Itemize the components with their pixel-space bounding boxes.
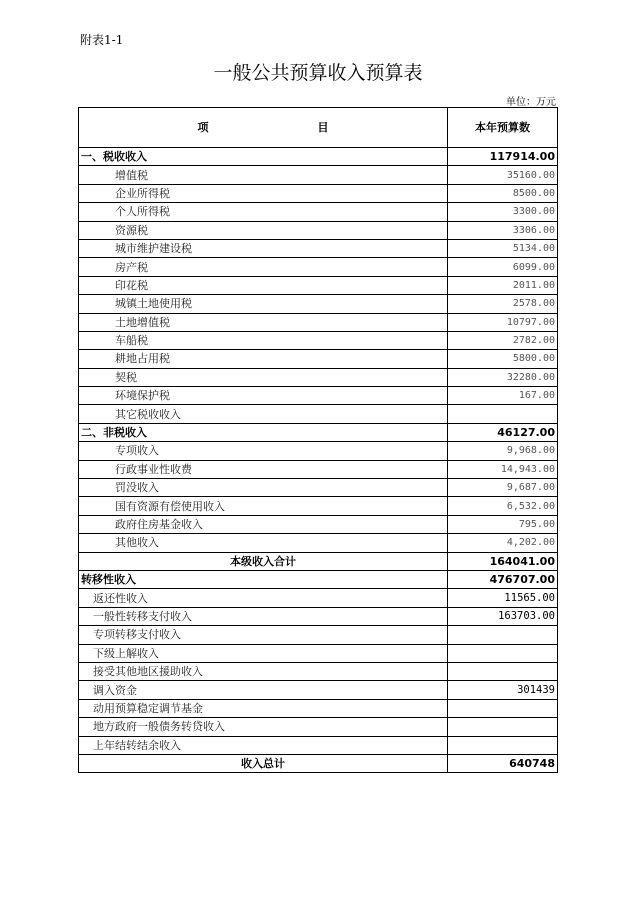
table-header-row bbox=[79, 108, 558, 148]
row-value bbox=[448, 736, 558, 754]
table-row-sub bbox=[79, 626, 558, 644]
row-label: 城镇土地使用税 bbox=[79, 295, 448, 313]
table-row-section bbox=[79, 148, 558, 166]
page-title: 一般公共预算收入预算表 bbox=[213, 62, 423, 84]
table-row-item bbox=[79, 534, 558, 552]
row-label: 环境保护税 bbox=[79, 387, 448, 405]
table-row-sub bbox=[79, 644, 558, 662]
table-row-item bbox=[79, 350, 558, 368]
row-label: 行政事业性收费 bbox=[79, 460, 448, 478]
table-row-section bbox=[79, 423, 558, 441]
table-row-item bbox=[79, 239, 558, 257]
table-row-sub bbox=[79, 589, 558, 607]
row-label: 印花税 bbox=[79, 276, 448, 294]
row-label: 下级上解收入 bbox=[79, 644, 448, 662]
row-value bbox=[448, 662, 558, 680]
header-item-a: 项 bbox=[197, 121, 209, 134]
row-value bbox=[448, 699, 558, 717]
annex-label: 附表1-1 bbox=[80, 33, 124, 47]
row-value: 117914.00 bbox=[448, 148, 558, 166]
row-value: 35160.00 bbox=[448, 166, 558, 184]
table-row-total bbox=[79, 754, 558, 772]
table-row-item bbox=[79, 166, 558, 184]
row-value: 9,687.00 bbox=[448, 479, 558, 497]
table-row-sub bbox=[79, 681, 558, 699]
row-value: 10797.00 bbox=[448, 313, 558, 331]
row-label: 契税 bbox=[79, 368, 448, 386]
row-label: 房产税 bbox=[79, 258, 448, 276]
row-value bbox=[448, 405, 558, 423]
row-value: 32280.00 bbox=[448, 368, 558, 386]
row-label: 调入资金 bbox=[79, 681, 448, 699]
row-value bbox=[448, 626, 558, 644]
row-value: 9,968.00 bbox=[448, 442, 558, 460]
row-label: 接受其他地区援助收入 bbox=[79, 662, 448, 680]
row-label: 上年结转结余收入 bbox=[79, 736, 448, 754]
row-value: 5134.00 bbox=[448, 239, 558, 257]
row-value: 14,943.00 bbox=[448, 460, 558, 478]
row-label: 收入总计 bbox=[79, 754, 448, 772]
row-label: 一、税收收入 bbox=[79, 148, 448, 166]
row-value bbox=[448, 644, 558, 662]
table-row-item bbox=[79, 442, 558, 460]
table-row-item bbox=[79, 515, 558, 533]
row-label: 本级收入合计 bbox=[79, 552, 448, 570]
row-value: 2578.00 bbox=[448, 295, 558, 313]
row-label: 专项转移支付收入 bbox=[79, 626, 448, 644]
table-row-item bbox=[79, 276, 558, 294]
table-row-item bbox=[79, 295, 558, 313]
table-row-item bbox=[79, 497, 558, 515]
table-row-item bbox=[79, 221, 558, 239]
row-value: 4,202.00 bbox=[448, 534, 558, 552]
row-value: 301439 bbox=[448, 681, 558, 699]
table-row-sub bbox=[79, 699, 558, 717]
row-value: 167.00 bbox=[448, 387, 558, 405]
table-row-sub bbox=[79, 736, 558, 754]
row-label: 耕地占用税 bbox=[79, 350, 448, 368]
row-value: 3300.00 bbox=[448, 203, 558, 221]
row-label: 车船税 bbox=[79, 331, 448, 349]
row-value: 640748 bbox=[448, 754, 558, 772]
row-value: 3306.00 bbox=[448, 221, 558, 239]
row-label: 返还性收入 bbox=[79, 589, 448, 607]
table-row-item bbox=[79, 184, 558, 202]
row-value: 46127.00 bbox=[448, 423, 558, 441]
row-label: 企业所得税 bbox=[79, 184, 448, 202]
table-row-sub bbox=[79, 662, 558, 680]
row-label: 城市维护建设税 bbox=[79, 239, 448, 257]
budget-table bbox=[78, 107, 558, 773]
row-value: 2011.00 bbox=[448, 276, 558, 294]
row-label: 资源税 bbox=[79, 221, 448, 239]
row-label: 增值税 bbox=[79, 166, 448, 184]
row-label: 个人所得税 bbox=[79, 203, 448, 221]
row-label: 动用预算稳定调节基金 bbox=[79, 699, 448, 717]
row-label: 地方政府一般债务转贷收入 bbox=[79, 718, 448, 736]
table-row-item bbox=[79, 479, 558, 497]
row-value: 2782.00 bbox=[448, 331, 558, 349]
row-label: 土地增值税 bbox=[79, 313, 448, 331]
header-amount: 本年预算数 bbox=[448, 108, 558, 148]
header-item bbox=[79, 108, 448, 148]
table-row-item bbox=[79, 203, 558, 221]
row-label: 国有资源有偿使用收入 bbox=[79, 497, 448, 515]
row-value: 164041.00 bbox=[448, 552, 558, 570]
row-label: 专项收入 bbox=[79, 442, 448, 460]
table-row-sub bbox=[79, 718, 558, 736]
row-value: 6,532.00 bbox=[448, 497, 558, 515]
row-value: 5800.00 bbox=[448, 350, 558, 368]
row-value: 11565.00 bbox=[448, 589, 558, 607]
row-label: 其他收入 bbox=[79, 534, 448, 552]
row-label: 政府住房基金收入 bbox=[79, 515, 448, 533]
table-row-total bbox=[79, 552, 558, 570]
table-row-item bbox=[79, 460, 558, 478]
table-row-item bbox=[79, 258, 558, 276]
table-row-item bbox=[79, 368, 558, 386]
row-label: 转移性收入 bbox=[79, 570, 448, 588]
row-value bbox=[448, 718, 558, 736]
row-value: 795.00 bbox=[448, 515, 558, 533]
header-item-b: 目 bbox=[317, 121, 329, 134]
row-value: 476707.00 bbox=[448, 570, 558, 588]
row-value: 163703.00 bbox=[448, 607, 558, 625]
row-value: 6099.00 bbox=[448, 258, 558, 276]
table-row-item bbox=[79, 387, 558, 405]
table-row-item bbox=[79, 313, 558, 331]
row-value: 8500.00 bbox=[448, 184, 558, 202]
table-row-section bbox=[79, 570, 558, 588]
table-row-item bbox=[79, 405, 558, 423]
row-label: 罚没收入 bbox=[79, 479, 448, 497]
table-row-item bbox=[79, 331, 558, 349]
row-label: 一般性转移支付收入 bbox=[79, 607, 448, 625]
row-label: 二、非税收入 bbox=[79, 423, 448, 441]
row-label: 其它税收收入 bbox=[79, 405, 448, 423]
table-row-sub bbox=[79, 607, 558, 625]
unit-label: 单位：万元 bbox=[506, 97, 556, 108]
